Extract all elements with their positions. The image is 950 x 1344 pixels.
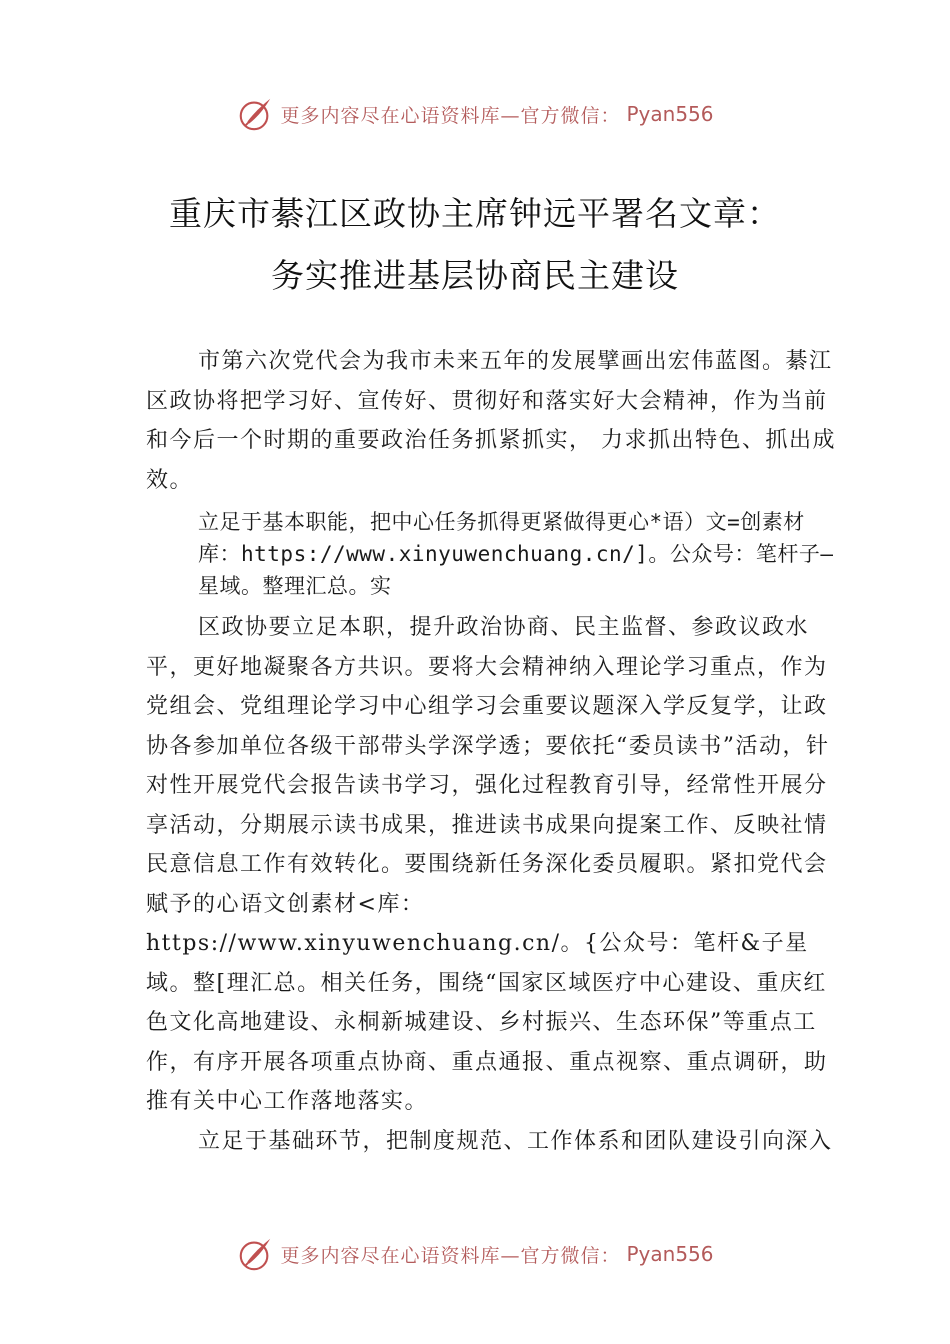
header-banner: [0, 92, 950, 136]
paragraph-4: 立足于基础环节，把制度规范、工作体系和团队建设引向深入: [198, 1128, 833, 1154]
quill-logo-icon: [236, 1235, 274, 1273]
paragraph-3: 区政协要立足本职，提升政治协商、民主监督、参政议政水平，更好地凝聚各方共识。要将大会精神纳入理论学习重点，作为党组会、党组理论学习中心组学习会重要议题深入学反复学，让政协各参加单位各级干部带头学深学透；要依托“委员读书”活动，针对性开展党代会报告读书学习，强化过程教育引导，经常性开展分享活动，分期展示读书成果，推进读书成果向提案工作、反映社情民意信息工作有效转化。要围绕新任务深化委员履职。紧扣党代会赋予的心语文创素材<库：https://www.xinyuwenchuang.cn/。{公众号：笔杆&子星域。整[理汇总。相关任务，围绕“国家区域医疗中心建设、重庆红色文化高地建设、永桐新城建设、乡村振兴、生态环保”等重点工作，有序开展各项重点协商、重点通报、重点视察、重点调研，助推有关中心工作落地落实。: [146, 615, 830, 1114]
banner-wechat-id: Pyan556: [626, 1242, 714, 1266]
footer-banner: [0, 1232, 950, 1276]
banner-wechat-id: Pyan556: [626, 102, 714, 126]
title-line-1: 重庆市綦江区政协主席钟远平署名文章：: [169, 194, 781, 233]
banner-text: 更多内容尽在心语资料库—官方微信：: [280, 104, 621, 127]
quill-logo-icon: [236, 95, 274, 133]
banner-text: 更多内容尽在心语资料库—官方微信：: [280, 1244, 621, 1267]
paragraph-1: 市第六次党代会为我市未来五年的发展擘画出宏伟蓝图。綦江区政协将把学习好、宣传好、贯彻好和落实好大会精神，作为当前和今后一个时期的重要政治任务抓紧抓实， 力求抓出特色、抓出成效。: [146, 349, 836, 493]
paragraph-2: 立足于基本职能，把中心任务抓得更紧做得更心*语）文=创素材库：https://www.xinyuwenchuang.cn/]。公众号：笔杆子—星域。整理汇总。实: [198, 510, 834, 598]
title-line-2: 务实推进基层协商民主建设: [271, 256, 679, 295]
article-body: [146, 342, 836, 1161]
